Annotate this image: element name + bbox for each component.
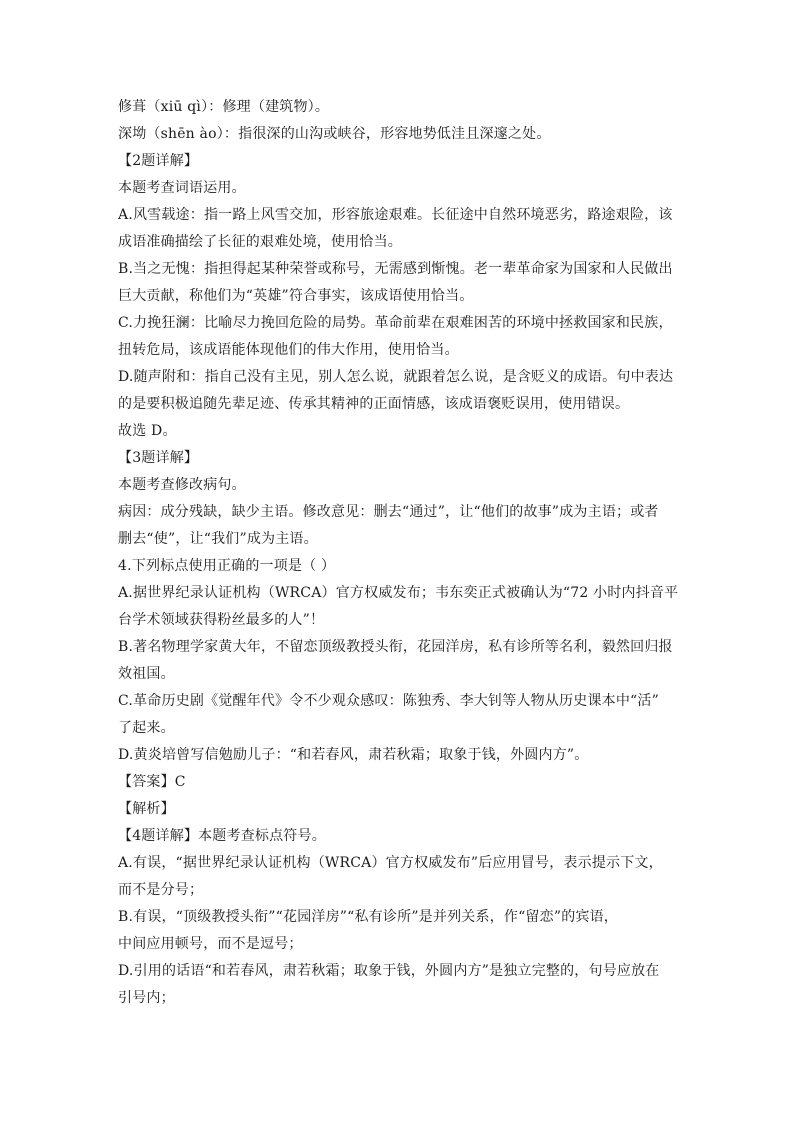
text-line: 本题考查词语运用。 <box>118 180 246 196</box>
text-line: D.随声附和：指自己没有主见，别人怎么说，就跟着怎么说，是含贬义的成语。句中表达 <box>118 369 674 385</box>
text-line: 中间应用顿号，而不是逗号； <box>118 936 303 952</box>
text-line: 故选 D。 <box>118 423 177 439</box>
text-line: 病因：成分残缺，缺少主语。修改意见：删去“通过”，让“他们的故事”成为主语；或者 <box>118 504 659 520</box>
text-line: A.风雪载途：指一路上风雪交加，形容旅途艰难。长征途中自然环境恶劣，路途艰险，该 <box>118 207 673 223</box>
section-heading: 【4题详解】本题考查标点符号。 <box>118 828 326 844</box>
option-line: 台学术领域获得粉丝最多的人”！ <box>118 612 325 628</box>
option-line: C.革命历史剧《觉醒年代》令不少观众感叹：陈独秀、李大钊等人物从历史课本中“活” <box>118 693 659 709</box>
option-line: D.黄炎培曾写信勉励儿子：“和若春风，肃若秋霜；取象于钱，外圆内方”。 <box>118 747 589 763</box>
text-line: 巨大贡献，称他们为“英雄”符合事实，该成语使用恰当。 <box>118 288 474 304</box>
section-heading: 【2题详解】 <box>118 153 199 169</box>
text-line: 引号内； <box>118 990 175 1006</box>
option-line: 效祖国。 <box>118 666 175 682</box>
option-line: 了起来。 <box>118 720 175 736</box>
option-line: B.著名物理学家黄大年，不留恋顶级教授头衔，花园洋房，私有诊所等名利，毅然回归报 <box>118 639 673 655</box>
document-page <box>118 94 678 1012</box>
text-line: 扭转危局，该成语能体现他们的伟大作用，使用恰当。 <box>118 342 459 358</box>
text-line: B.当之无愧：指担得起某种荣誉或称号，无需感到惭愧。老一辈革命家为国家和人民做出 <box>118 261 673 277</box>
analysis-heading: 【解析】 <box>118 801 175 817</box>
text-line: 成语准确描绘了长征的艰难处境，使用恰当。 <box>118 234 402 250</box>
text-line: C.力挽狂澜：比喻尽力挽回危险的局势。革命前辈在艰难困苦的环境中拯救国家和民族， <box>118 315 673 331</box>
answer-heading: 【答案】C <box>118 774 186 790</box>
text-line: 本题考查修改病句。 <box>118 477 246 493</box>
question-line: 4.下列标点使用正确的一项是（ ） <box>118 558 336 574</box>
text-line: 深坳（shēn ào）：指很深的山沟或峡谷，形容地势低洼且深邃之处。 <box>118 126 551 142</box>
option-line: A.据世界纪录认证机构（WRCA）官方权威发布；韦东奕正式被确认为“72 小时内抖音平 <box>118 585 678 601</box>
text-line: 而不是分号； <box>118 882 204 898</box>
text-line: B.有误，“顶级教授头衔”“花园洋房”“私有诊所”是并列关系，作“留恋”的宾语， <box>118 909 618 925</box>
text-line: 修葺（xiū qì）：修理（建筑物）。 <box>118 99 330 115</box>
text-line: D.引用的话语“和若春风，肃若秋霜；取象于钱，外圆内方”是独立完整的，句号应放在 <box>118 963 660 979</box>
text-line: 删去“使”，让“我们”成为主语。 <box>118 531 318 547</box>
section-heading: 【3题详解】 <box>118 450 199 466</box>
text-line: 的是要积极追随先辈足迹、传承其精神的正面情感，该成语褒贬误用，使用错误。 <box>118 396 630 412</box>
text-line: A.有误，“据世界纪录认证机构（WRCA）官方权威发布”后应用冒号，表示提示下文， <box>118 855 663 871</box>
